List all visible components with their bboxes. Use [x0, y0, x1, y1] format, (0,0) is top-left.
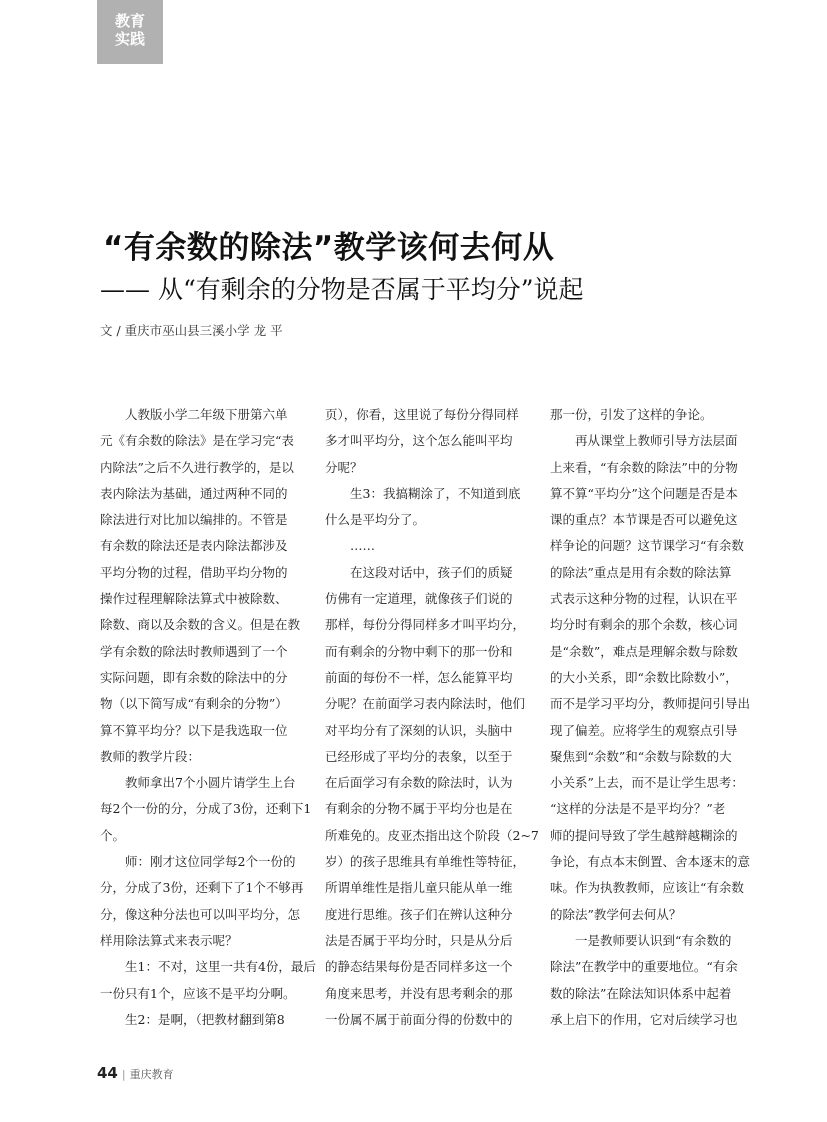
page-footer: [97, 1064, 174, 1082]
text-line: 样争论的问题？这节课学习“有余数: [550, 538, 744, 554]
text-line: 味。作为执教教师，应该让“有余数: [550, 880, 744, 896]
text-line: 除数、商以及余数的含义。但是在教: [100, 617, 301, 633]
text-line: 生3：我搞糊涂了，不知道到底: [350, 485, 521, 501]
text-line: 一份属不属于前面分得的份数中的: [325, 1011, 513, 1027]
text-line: 再从课堂上教师引导方法层面: [575, 433, 738, 449]
text-column-3: [550, 402, 750, 1033]
text-line: 师：刚才这位同学每2个一份的: [125, 854, 296, 870]
text-line: 有余数的除法还是表内除法都涉及: [100, 538, 288, 554]
text-line: 生2：是啊，（把教材翻到第8: [125, 1011, 285, 1027]
text-line: 仿佛有一定道理，就像孩子们说的: [325, 591, 513, 607]
text-line: 元《有余数的除法》是在学习完“表: [100, 433, 294, 449]
text-line: 法是否属于平均分时，只是从分后: [325, 932, 513, 948]
text-column-1: [100, 402, 316, 1033]
text-line: 的大小关系，即“余数比除数小”，: [550, 669, 738, 685]
text-line: 而有剩余的分物中剩下的那一份和: [325, 643, 513, 659]
text-line: 物（以下简写成“有剩余的分物”）: [100, 696, 288, 712]
text-line: 除法”在教学中的重要地位。“有余: [550, 959, 738, 975]
text-line: 式表示这种分物的过程，认识在平: [550, 591, 738, 607]
text-line: 课的重点？本节课是否可以避免这: [550, 512, 738, 528]
text-line: 所难免的。皮亚杰指出这个阶段（2~7: [325, 827, 539, 843]
text-line: 聚焦到“余数”和“余数与除数的大: [550, 748, 732, 764]
section-tag-line-1: 教育: [114, 12, 145, 30]
article-title: “有余数的除法”教学该何去何从: [103, 230, 555, 266]
text-line: 分，分成了3份，还剩下了1个不够再: [100, 880, 304, 896]
text-line: 度进行思维。孩子们在辨认这种分: [325, 906, 513, 922]
text-line: 一份只有1个，应该不是平均分啊。: [100, 985, 296, 1001]
text-line: 的静态结果每份是否同样多这一个: [325, 959, 513, 975]
text-line: 岁）的孩子思维具有单维性等特征，: [325, 854, 526, 870]
text-line: 前面的每份不一样，怎么能算平均: [325, 669, 513, 685]
text-line: 分，像这种分法也可以叫平均分，怎: [100, 906, 301, 922]
text-line: 平均分物的过程，借助平均分物的: [100, 564, 288, 580]
text-line: 人教版小学二年级下册第六单: [125, 407, 288, 422]
section-tag: [97, 0, 163, 64]
text-line: 上来看，“有余数的除法”中的分物: [550, 459, 738, 475]
text-line: 什么是平均分了。: [325, 512, 426, 528]
text-line: 对平均分有了深刻的认识，头脑中: [325, 722, 513, 738]
text-line: 实际问题，即有余数的除法中的分: [100, 669, 288, 685]
text-line: 分呢？: [325, 459, 363, 475]
text-line: 教师拿出7个小圆片请学生上台: [125, 775, 296, 791]
text-line: 小关系”上去，而不是让学生思考：: [550, 775, 744, 791]
text-line: 师的提问导致了学生越辩越糊涂的: [550, 827, 738, 843]
text-line: 在这段对话中，孩子们的质疑: [350, 564, 513, 580]
text-line: 的除法”重点是用有余数的除法算: [550, 564, 732, 580]
text-line: 所谓单维性是指儿童只能从单一维: [325, 880, 513, 896]
footer-divider: |: [121, 1068, 126, 1081]
text-line: 数的除法”在除法知识体系中起着: [550, 985, 732, 1001]
text-line: 一是教师要认识到“有余数的: [575, 932, 732, 948]
text-line: 操作过程理解除法算式中被除数、: [100, 591, 288, 607]
text-line: 页），你看，这里说了每份分得同样: [325, 407, 519, 422]
text-line: 算不算“平均分”这个问题是否是本: [550, 485, 738, 501]
text-line: 那一份，引发了这样的争论。: [550, 407, 713, 422]
text-line: 分呢？在前面学习表内除法时，他们: [325, 696, 526, 712]
page-number: 44: [97, 1064, 118, 1082]
text-line: 争论，有点本末倒置、舍本逐末的意: [550, 854, 751, 870]
text-line: 承上启下的作用，它对后续学习也: [550, 1011, 738, 1027]
text-line: 每2个一份的分，分成了3份，还剩下1: [100, 801, 312, 817]
text-line: 教师的教学片段：: [100, 748, 201, 764]
author-byline: 文 / 重庆市巫山县三溪小学 龙 平: [100, 323, 283, 338]
text-line: 内除法”之后不久进行教学的，是以: [100, 459, 294, 475]
text-line: “这样的分法是不是平均分？”老: [550, 801, 726, 817]
text-line: 那样，每份分得同样多才叫平均分，: [325, 617, 526, 633]
text-line: 均分时有剩余的那个余数，核心词: [550, 617, 738, 633]
text-line: 在后面学习有余数的除法时，认为: [325, 775, 513, 791]
text-column-2: [325, 402, 539, 1033]
text-line: 角度来思考，并没有思考剩余的那: [325, 985, 513, 1001]
text-line: 表内除法为基础，通过两种不同的: [100, 485, 288, 501]
article-subtitle: —— 从“有剩余的分物是否属于平均分”说起: [100, 275, 584, 304]
text-line: 已经形成了平均分的表象，以至于: [325, 748, 513, 764]
text-line: 算不算平均分？以下是我选取一位: [100, 722, 288, 738]
text-line: 现了偏差。应将学生的观察点引导: [550, 722, 738, 738]
text-line: 多才叫平均分，这个怎么能叫平均: [325, 433, 513, 449]
text-line: 除法进行对比加以编排的。不管是: [100, 512, 288, 528]
text-line: 个。: [100, 827, 126, 843]
text-line: 样用除法算式来表示呢？: [100, 932, 238, 948]
text-line: 有剩余的分物不属于平均分也是在: [325, 801, 513, 817]
text-line: 的除法”教学何去何从？: [550, 906, 682, 922]
text-line: ……: [350, 538, 375, 554]
text-line: 学有余数的除法时教师遇到了一个: [100, 643, 288, 659]
section-tag-line-2: 实践: [114, 30, 145, 48]
text-line: 生1：不对，这里一共有4份，最后: [125, 959, 316, 975]
text-line: 而不是学习平均分，教师提问引导出: [550, 696, 751, 712]
text-line: 是“余数”，难点是理解余数与除数: [550, 643, 738, 659]
publication-name: 重庆教育: [129, 1068, 174, 1081]
